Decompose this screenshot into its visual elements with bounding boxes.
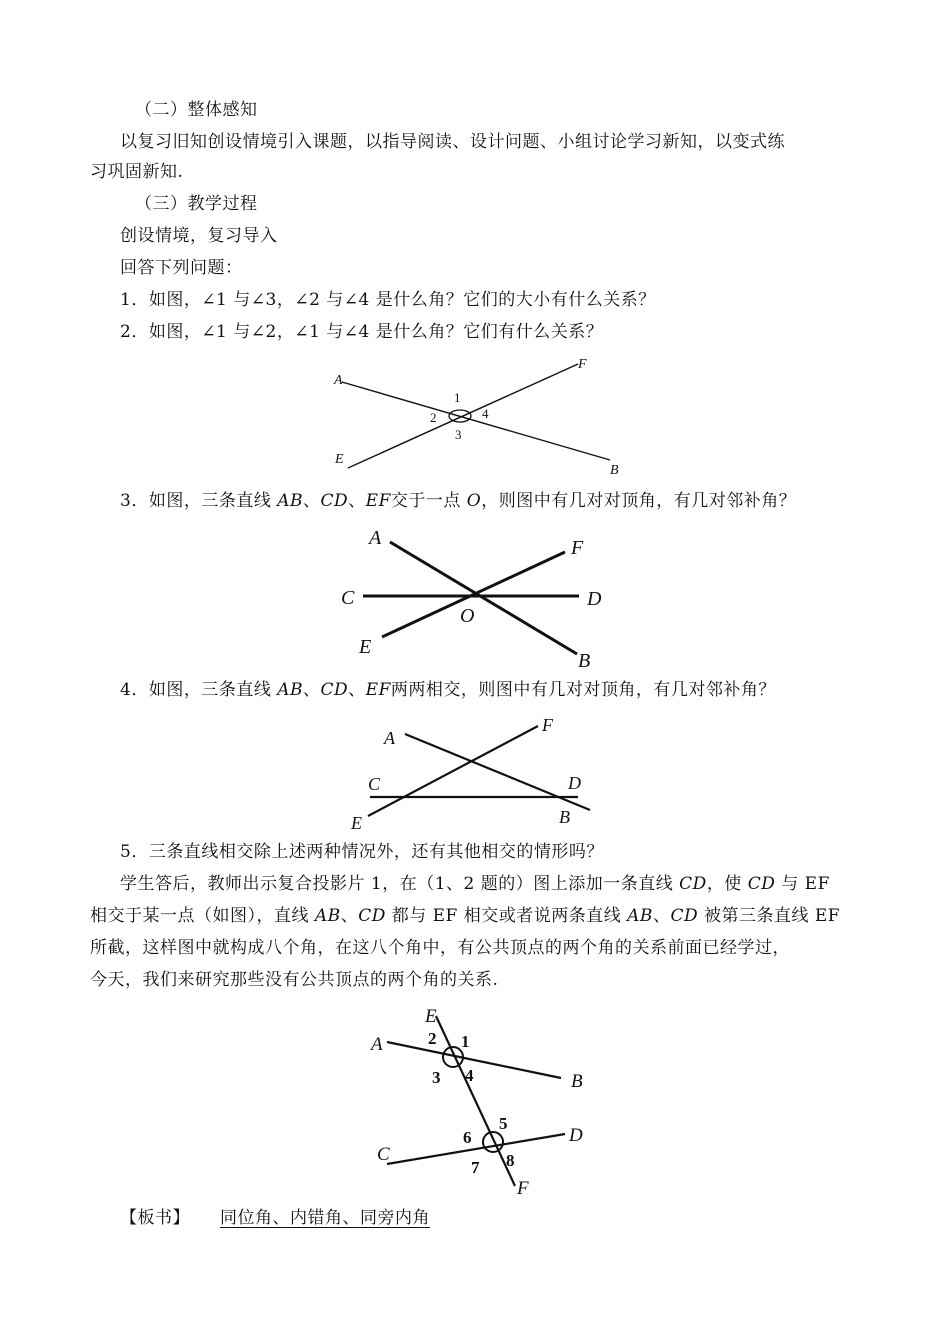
angle-label-1: 1 — [461, 1032, 470, 1051]
label-d: D — [568, 773, 581, 793]
angle-label-5: 5 — [499, 1114, 508, 1133]
label-f: F — [517, 1178, 529, 1196]
angle-label-2: 2 — [428, 1029, 437, 1048]
label-a: A — [369, 527, 382, 549]
subheading: 创设情境，复习导入 — [120, 226, 278, 246]
question-2: 2．如图，∠1 与∠2，∠1 与∠4 是什么角？它们有什么关系？ — [120, 322, 604, 342]
question-1: 1．如图，∠1 与∠3，∠2 与∠4 是什么角？它们的大小有什么关系？ — [120, 290, 656, 310]
label-e: E — [335, 452, 344, 467]
question-5: 5．三条直线相交除上述两种情况外，还有其他相交的情形吗？ — [120, 842, 604, 862]
label-f: F — [571, 537, 584, 559]
label-a: A — [384, 728, 395, 748]
label-d: D — [587, 588, 602, 610]
body-text-line: 以复习旧知创设情境引入课题，以指导阅读、设计问题、小组讨论学习新知，以变式练 — [120, 132, 785, 152]
angle-label-3: 3 — [455, 427, 462, 442]
angle-label-4: 4 — [482, 406, 489, 421]
figure-three-lines-pairwise — [340, 712, 610, 834]
label-b: B — [610, 463, 619, 478]
question-3: 3．如图，三条直线 AB、CD、EF交于一点 O，则图中有几对对顶角，有几对邻补角？ — [120, 491, 797, 511]
label-c: C — [368, 774, 381, 794]
label-b: B — [559, 807, 570, 827]
prompt-text: 回答下列问题： — [120, 258, 243, 278]
line-ef — [348, 364, 578, 468]
paragraph-line: 今天，我们来研究那些没有公共顶点的两个角的关系. — [90, 970, 499, 990]
board-content: 同位角、内错角、同旁内角 — [220, 1208, 430, 1228]
label-c: C — [341, 587, 355, 609]
label-f: F — [542, 715, 553, 735]
label-b: B — [571, 1071, 583, 1092]
angle-label-2: 2 — [430, 410, 437, 425]
board-label: 【板书】 — [120, 1208, 190, 1228]
angle-label-1: 1 — [454, 390, 461, 405]
line-ab — [387, 1042, 561, 1078]
figure-three-lines-concurrent — [335, 522, 615, 674]
label-f: F — [578, 357, 587, 372]
section-heading-overall: （二）整体感知 — [135, 100, 258, 120]
question-4: 4．如图，三条直线 AB、CD、EF两两相交，则图中有几对对顶角，有几对邻补角？ — [120, 680, 776, 700]
paragraph-line: 相交于某一点（如图），直线 AB、CD 都与 EF 相交或者说两条直线 AB、CD 被第三条直线 EF — [90, 906, 841, 926]
label-a: A — [371, 1034, 383, 1055]
paragraph-line: 学生答后，教师出示复合投影片 1，在（1、2 题的）图上添加一条直线 CD，使 CD 与 EF — [120, 874, 830, 894]
label-d: D — [569, 1125, 583, 1146]
figure-transversal — [365, 1000, 610, 1196]
angle-label-3: 3 — [432, 1068, 441, 1087]
paragraph-line: 所截，这样图中就构成八个角，在这八个角中，有公共顶点的两个角的关系前面已经学过， — [90, 938, 790, 958]
line-ab — [342, 382, 610, 460]
section-heading-process: （三）教学过程 — [135, 194, 258, 214]
line-ab — [405, 734, 590, 810]
label-b: B — [578, 650, 591, 672]
figure-two-lines — [320, 352, 630, 478]
body-text-line: 习巩固新知. — [90, 162, 184, 182]
angle-label-6: 6 — [463, 1128, 472, 1147]
label-a: A — [334, 373, 343, 388]
label-c: C — [377, 1144, 390, 1165]
angle-arc-bottom — [483, 1132, 503, 1152]
angle-label-4: 4 — [465, 1066, 474, 1085]
label-o: O — [460, 605, 475, 627]
angle-label-8: 8 — [506, 1151, 515, 1170]
label-e: E — [425, 1006, 437, 1027]
angle-label-7: 7 — [471, 1158, 480, 1177]
label-e: E — [359, 636, 372, 658]
label-e: E — [351, 813, 362, 833]
